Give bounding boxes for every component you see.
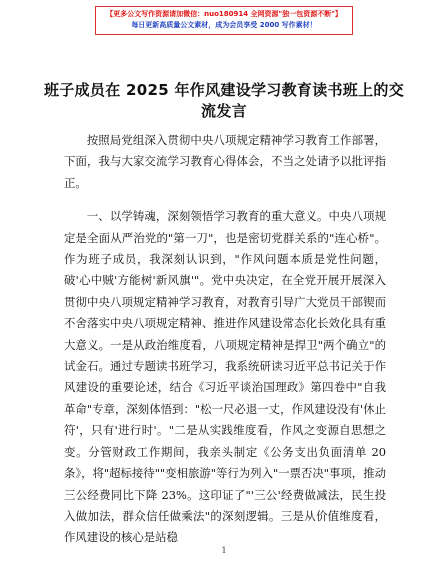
paragraph-section-1: 一、以学铸魂，深刻领悟学习教育的重大意义。中央八项规定是全面从严治党的"第一刀"，也是密切党群关系的"连心桥"。作为班子成员，我深刻认识到，"作风问题本质是党性问题，破'心中贼'方能树'新风旗'"。党中央决定，在全党开展开展深入贯彻中央八项规定精神学习教育，对教育引导广大党员干部锲而不舍落实中央八项规定精神、推进作风建设常态化长效化具有重大意义。一是从政治维度看，八项规定精神是捍卫"两个确立"的试金石。通过专题读书班学习，我系统研读习近平总书记关于作风建设的重要论述，结合《习近平谈治国理政》第四卷中"自我革命"专章，深刻体悟到："松一尺必退一丈，作风建设没有'休止符'，只有'进行时'。"二是从实践维度看，作风之变源自思想之变。分管财政工作期间，我亲头制定《公务支出负面清单 20 条》，将"超标接待""变相旅游"等行为列入"一票否决"事项，推动三公经费同比下降 23%。这印证了"'三公'经费做减法，民生投入做加法，群众信任做乘法"的深刻逻辑。三是从价值维度看，作风建设的核心是站稳: [64, 209, 386, 545]
promo-banner-line-1: 【更多公文写作资源请加微信：nuo180914 全网资源"独一包资源不断"】: [106, 10, 342, 18]
page-number: 1: [221, 546, 227, 555]
promo-banner-line-2: 每日更新高质量公文素材，成为会员享受 2000 写作素材！: [131, 21, 317, 29]
document-title: 班子成员在 2025 年作风建设学习教育读书班上的交流发言: [44, 81, 404, 120]
paragraph-intro: 按照局党组深入贯彻中央八项规定精神学习教育工作部署，下面，我与大家交流学习教育心得体会，不当之处请予以批评指正。: [64, 133, 386, 190]
document-body: [64, 130, 386, 549]
promo-banner: [95, 6, 353, 35]
